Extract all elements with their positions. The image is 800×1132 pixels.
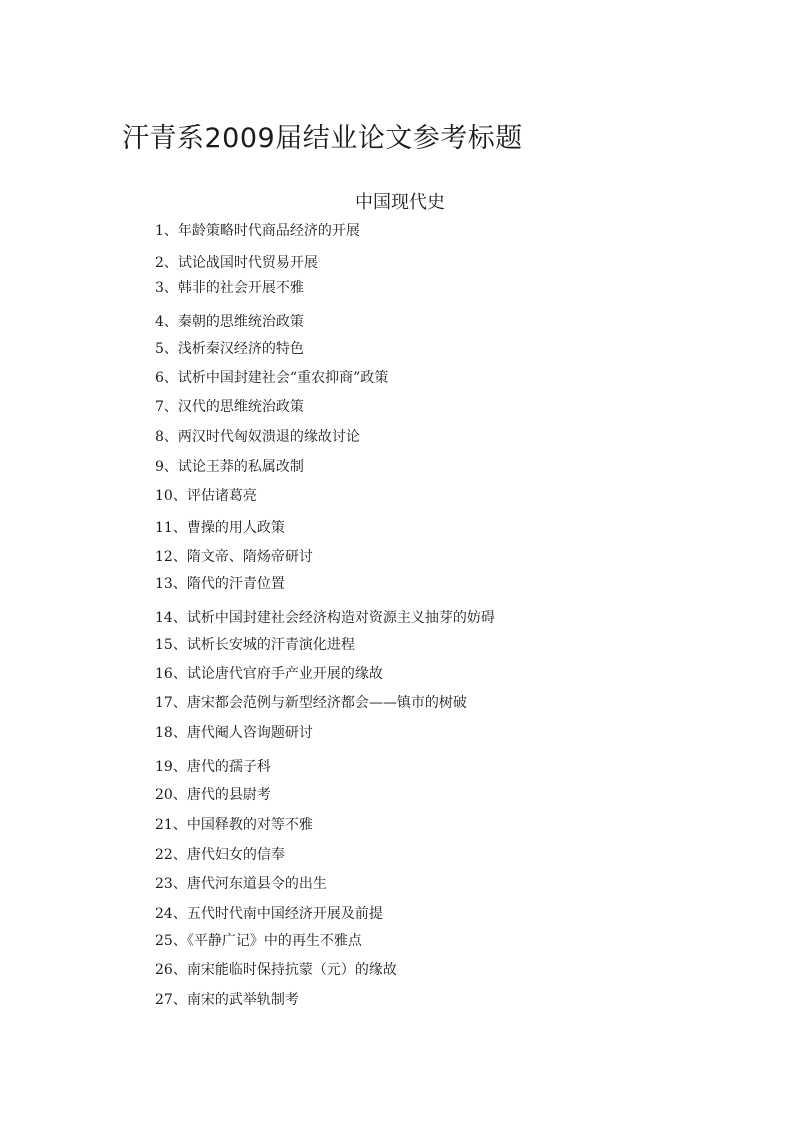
list-item: 19、唐代的孺子科	[155, 759, 271, 775]
list-item: 15、试析长安城的汗青演化进程	[155, 637, 355, 653]
list-item: 25、《平静广记》中的再生不雅点	[155, 933, 362, 949]
list-item: 23、唐代河东道县令的出生	[155, 876, 327, 892]
list-item: 21、中国释教的对等不雅	[155, 817, 313, 833]
list-item: 13、隋代的汗青位置	[155, 576, 285, 592]
list-item: 20、唐代的县尉考	[155, 787, 271, 803]
list-item: 12、隋文帝、隋炀帝研讨	[155, 549, 313, 565]
list-item: 11、曹操的用人政策	[155, 520, 285, 536]
list-item: 7、汉代的思维统治政策	[155, 399, 304, 415]
list-item: 9、试论王莽的私属改制	[155, 459, 304, 475]
list-item: 4、秦朝的思维统治政策	[155, 314, 304, 330]
list-item: 24、五代时代南中国经济开展及前提	[155, 906, 383, 922]
page-title: 汗青系2009届结业论文参考标题	[122, 123, 523, 154]
list-item: 6、试析中国封建社会“重农抑商”政策	[155, 370, 389, 386]
list-item: 8、两汉时代匈奴溃退的缘故讨论	[155, 429, 360, 445]
list-item: 10、评估诸葛亮	[155, 488, 257, 504]
list-item: 17、唐宋都会范例与新型经济都会——镇市的树破	[155, 695, 467, 711]
list-item: 26、南宋能临时保持抗蒙（元）的缘故	[155, 962, 397, 978]
section-heading: 中国现代史	[355, 192, 445, 213]
list-item: 18、唐代阉人咨询题研讨	[155, 725, 313, 741]
list-item: 14、试析中国封建社会经济构造对资源主义抽芽的妨碍	[155, 610, 495, 626]
list-item: 27、南宋的武举轨制考	[155, 992, 299, 1008]
list-item: 5、浅析秦汉经济的特色	[155, 341, 304, 357]
list-item: 22、唐代妇女的信奉	[155, 847, 285, 863]
list-item: 2、试论战国时代贸易开展	[155, 255, 318, 271]
list-item: 16、试论唐代官府手产业开展的缘故	[155, 666, 383, 682]
list-item: 1、年龄策略时代商品经济的开展	[155, 223, 360, 239]
list-item: 3、韩非的社会开展不雅	[155, 280, 304, 296]
